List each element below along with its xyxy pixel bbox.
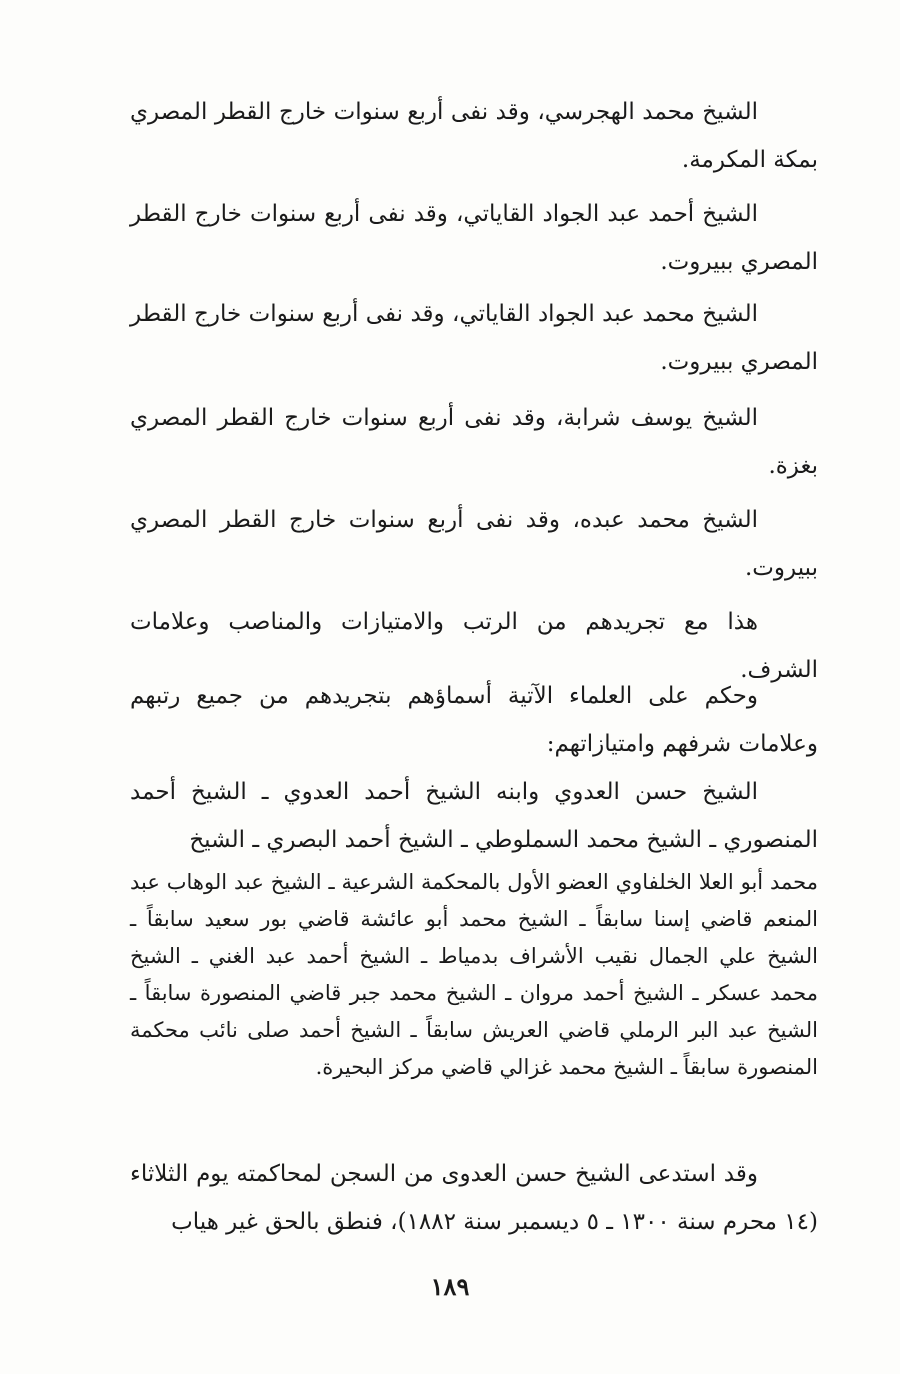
paragraph-sharaba: الشيخ يوسف شرابة، وقد نفى أربع سنوات خارج القطر المصري بغزة. [130, 405, 818, 479]
paragraph-names-list-continued: محمد أبو العلا الخلفاوي العضو الأول بالمحكمة الشرعية ـ الشيخ عبد الوهاب عبد المنعم قاضي إسنا سابقاً ـ الشيخ محمد أبو عائشة قاضي بور سعيد سابقاً ـ الشيخ علي الجمال نقيب الأشراف بدمياط ـ الشيخ أحمد عبد الغني ـ الشيخ محمد عسكر ـ الشيخ أحمد مروان ـ الشيخ محمد جبر قاضي المنصورة سابقاً ـ الشيخ عبد البر الرملي قاضي العريش سابقاً ـ الشيخ أحمد صلى نائب محكمة المنصورة سابقاً ـ الشيخ محمد غزالي قاضي مركز البحيرة. [130, 870, 818, 1079]
paragraph-stripping-honors: هذا مع تجريدهم من الرتب والامتيازات والمناصب وعلامات الشرف. [130, 609, 818, 683]
paragraph-ruling-intro: وحكم على العلماء الآتية أسماؤهم بتجريدهم من جميع رتبهم وعلامات شرفهم وامتيازاتهم: [130, 683, 818, 757]
paragraph-muhammad-qayati: الشيخ محمد عبد الجواد القاياتي، وقد نفى أربع سنوات خارج القطر المصري ببيروت. [130, 301, 818, 375]
paragraph-hajrasi: الشيخ محمد الهجرسي، وقد نفى أربع سنوات خارج القطر المصري بمكة المكرمة. [130, 99, 818, 173]
paragraph-ahmad-qayati: الشيخ أحمد عبد الجواد القاياتي، وقد نفى أربع سنوات خارج القطر المصري ببيروت. [130, 201, 818, 275]
page-number: ١٨٩ [430, 1272, 470, 1301]
paragraph-abduh: الشيخ محمد عبده، وقد نفى أربع سنوات خارج القطر المصري ببيروت. [130, 507, 818, 581]
paragraph-names-list-start: الشيخ حسن العدوي وابنه الشيخ أحمد العدوي ـ الشيخ أحمد المنصوري ـ الشيخ محمد السملوطي ـ الشيخ أحمد البصري ـ الشيخ [130, 779, 818, 853]
paragraph-trial-summons: وقد استدعى الشيخ حسن العدوى من السجن لمحاكمته يوم الثلاثاء (١٤ محرم سنة ١٣٠٠ ـ ٥ ديسمبر سنة ١٨٨٢)، فنطق بالحق غير هياب [130, 1161, 818, 1235]
